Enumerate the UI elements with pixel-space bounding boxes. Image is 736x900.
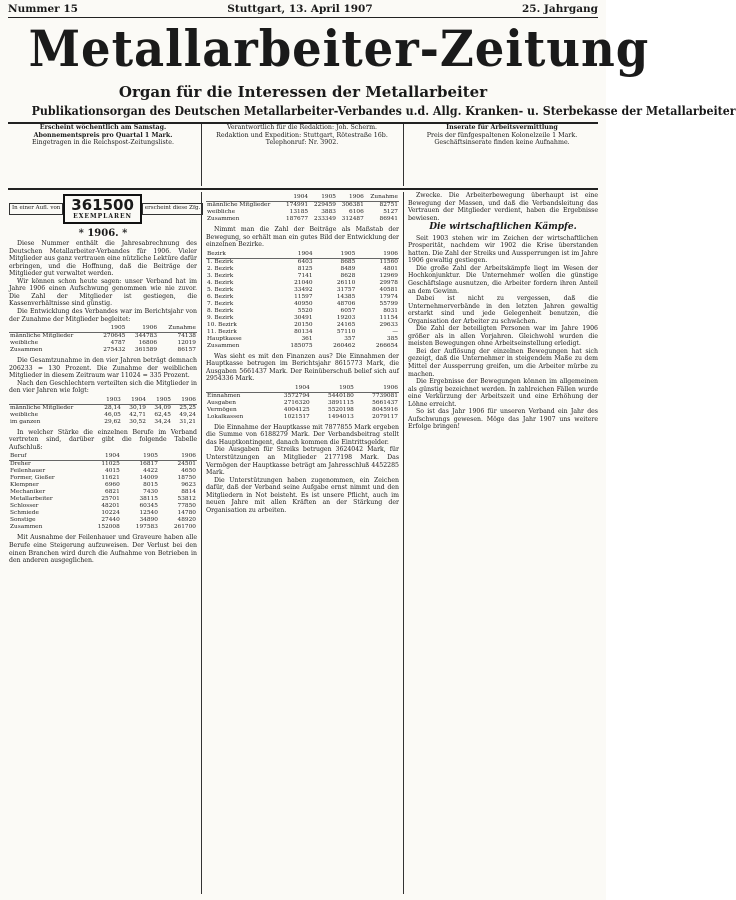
table-cell: 344783 — [134, 333, 158, 340]
article-paragraph: Bei der Auflösung der einzelnen Bewegungen hat sich gezeigt, daß die Unternehmer in steigendem Maße zu dem Mittel der Aussperrung greifen, um die Arbeiter mürbe zu machen. — [408, 347, 598, 378]
table-header: 1904 — [281, 194, 309, 202]
table-cell: 4. Bezirk — [207, 279, 234, 286]
table-cell: 4787 — [110, 340, 126, 347]
table-row — [206, 294, 399, 301]
table-cell: 14385 — [336, 293, 356, 300]
table-cell: 1494013 — [328, 413, 354, 420]
table-cell: 361 — [301, 335, 313, 342]
issue-date: Stuttgart, 13. April 1907 — [227, 3, 373, 15]
info-advertising — [406, 124, 598, 186]
table-cell: 11025 — [101, 461, 120, 468]
table-cell: 2716320 — [283, 399, 310, 406]
table-cell: 13185 — [289, 209, 309, 215]
table-cell: 11560 — [379, 258, 398, 265]
article-paragraph: Die Gesamtzunahme in den vier Jahren beträgt demnach 206233 = 130 Prozent. Die Zunahme der weiblichen Mitglieder in diesem Zeitraum war 11024 = 335 Prozent. — [9, 357, 197, 380]
info-bottom-rule — [8, 188, 598, 190]
table-cell: 27440 — [101, 517, 120, 524]
article-paragraph: Seit 1903 stehen wir im Zeichen der wirtschaftlichen Prosperität, nachdem wir 1902 die Krise überstanden hatten. Die Zahl der Streiks und Aussperrungen ist im Jahre 1906 gewaltig gestiegen. — [408, 234, 598, 265]
table-cell: 8031 — [383, 307, 398, 314]
table-row — [206, 301, 399, 308]
table-cell: 6821 — [105, 489, 120, 496]
circulation-right-text: erscheint diese Zfg. — [142, 203, 203, 215]
table-cell: 233349 — [313, 216, 336, 222]
table-header: 1906 — [126, 325, 158, 333]
table-row — [9, 468, 197, 475]
masthead-title: Metallarbeiter-Zeitung — [28, 19, 650, 78]
article-heading: Die wirtschaftlichen Kämpfe. — [429, 222, 577, 233]
table-cell: Sonstige — [10, 517, 36, 524]
table-cell: 74138 — [177, 333, 196, 340]
table-row — [9, 475, 197, 482]
table-cell: Schlosser — [10, 503, 39, 510]
table-cell: Feilenhauer — [10, 468, 46, 475]
table-cell: 28,14 — [104, 404, 121, 411]
data-table — [9, 453, 197, 531]
table-header: 1904 — [271, 251, 314, 259]
data-table — [206, 385, 399, 421]
table-cell: 1021517 — [283, 413, 310, 420]
info-divider — [201, 124, 202, 186]
table-cell: 16817 — [139, 461, 158, 468]
table-header: 1906 — [159, 453, 197, 461]
table-cell: 19203 — [336, 314, 356, 321]
article-paragraph: Die Ausgaben für Streiks betrugen 3624042 Mark, für Unterstützungen an Mitglieder 2177198 Mark. Das Vermögen der Hauptkasse beträgt am Jahresschluß 4452285 Mark. — [206, 446, 399, 477]
table-row — [9, 461, 197, 469]
table-header: Bezirk — [206, 251, 271, 259]
table-cell: 6106 — [349, 209, 364, 215]
circulation-number: 361500 — [71, 196, 134, 214]
table-cell: Klempner — [10, 482, 39, 489]
circulation-left-text: In einer Aufl. von — [9, 203, 63, 215]
table-cell: 197583 — [135, 524, 158, 531]
table-header: 1903 — [97, 397, 122, 405]
table-cell: 53812 — [177, 496, 196, 503]
info-divider — [403, 124, 404, 186]
table-cell: 80134 — [294, 328, 313, 335]
table-row — [9, 340, 197, 347]
table-cell: 2. Bezirk — [207, 265, 234, 272]
table-header: 1905 — [314, 251, 357, 259]
table-cell: 10. Bezirk — [207, 321, 237, 328]
table-cell: 14009 — [139, 475, 158, 482]
table-cell: 62,45 — [154, 411, 171, 418]
info-editorial-line: Verantwortlich für die Redaktion: Joh. Scherm. — [226, 124, 378, 131]
table-cell: 31757 — [336, 286, 356, 293]
table-cell: 46,05 — [104, 411, 121, 418]
table-row — [206, 266, 399, 273]
article-paragraph: So ist das Jahr 1906 für unseren Verband ein Jahr des Aufschwungs gewesen. Möge das Jahr 1907 uns weitere Erfolge bringen! — [408, 408, 598, 431]
table-cell: 261700 — [173, 524, 196, 531]
issue-number: Nummer 15 — [8, 3, 78, 15]
masthead-subtitle-2: Publikationsorgan des Deutschen Metallarbeiter-Verbandes u.d. Allg. Kranken- u. Sterbekasse der Metallarbeiter — [31, 104, 736, 118]
circulation-label: EXEMPLAREN — [73, 213, 133, 220]
article-paragraph: Nach den Geschlechtern verteilten sich die Mitglieder in den vier Jahren wie folgt: — [9, 379, 197, 395]
table-row — [9, 510, 197, 517]
table-cell: 4004125 — [283, 406, 310, 413]
table-cell: 86157 — [177, 347, 196, 354]
table-cell: 385 — [386, 335, 398, 342]
article-paragraph: Was sieht es mit den Finanzen aus? Die Einnahmen der Hauptkasse betrugen im Berichtsjahr 8615773 Mark, die Ausgaben 5661437 Mark. Der Reinüberschuß belief sich auf 2954336 Mark. — [206, 352, 399, 383]
table-cell: 3883 — [321, 209, 336, 215]
table-header — [9, 397, 97, 405]
table-cell: 270645 — [103, 333, 126, 340]
table-row — [9, 347, 197, 354]
table-row — [9, 482, 197, 489]
table-header: Zunahme — [365, 194, 399, 202]
article-heading: * 1906. * — [78, 227, 128, 239]
table-cell: 11597 — [294, 293, 313, 300]
table-cell: 2079117 — [372, 413, 398, 420]
table-header: Beruf — [9, 453, 83, 461]
table-cell: 11. Bezirk — [207, 328, 237, 335]
table-cell: 26110 — [336, 279, 356, 286]
table-cell: 6403 — [297, 258, 313, 265]
table-cell: 42,71 — [129, 411, 146, 418]
table-row — [206, 392, 399, 400]
table-cell: 361589 — [134, 347, 158, 354]
table-cell: 5. Bezirk — [207, 286, 234, 293]
table-header: 1906 — [355, 385, 399, 393]
column-3 — [408, 192, 598, 894]
table-cell: 3. Bezirk — [207, 272, 234, 279]
table-cell: 48920 — [177, 517, 196, 524]
table-cell: 48201 — [101, 503, 120, 510]
table-row — [9, 412, 197, 419]
table-row — [9, 404, 197, 412]
table-cell: 5440180 — [328, 392, 354, 399]
table-cell: 7430 — [143, 489, 158, 496]
table-cell: 5127 — [383, 209, 398, 215]
table-row — [9, 333, 197, 341]
info-publication-line: Eingetragen in die Reichspost-Zeitungsliste. — [32, 139, 174, 147]
table-cell: 6960 — [105, 482, 120, 489]
table-cell: 20150 — [294, 321, 313, 328]
table-cell: 29633 — [379, 321, 398, 328]
table-row — [206, 280, 399, 287]
info-publication — [8, 124, 198, 186]
table-row — [206, 400, 399, 407]
table-cell: 17974 — [379, 293, 398, 300]
table-cell: Zusammen — [10, 524, 43, 531]
table-cell: 48706 — [336, 300, 356, 307]
table-cell: Schmiede — [10, 510, 39, 517]
table-header: 1906 — [356, 251, 399, 259]
table-row — [9, 489, 197, 496]
table-cell: 5520198 — [328, 406, 354, 413]
table-cell: 8. Bezirk — [207, 307, 234, 314]
table-cell: 86941 — [379, 216, 398, 222]
table-cell: 306381 — [341, 202, 364, 208]
table-header: 1904 — [122, 397, 147, 405]
table-cell: Former, Gießer — [10, 475, 55, 482]
table-row — [9, 517, 197, 524]
table-cell: 11154 — [379, 314, 398, 321]
info-editorial-line: Redaktion und Expedition: Stuttgart, Rötestraße 16b. — [216, 131, 388, 139]
column-2 — [206, 192, 399, 894]
table-cell: 5520 — [297, 307, 313, 314]
table-row — [9, 419, 197, 426]
table-cell: 4801 — [383, 265, 398, 272]
table-header — [206, 194, 281, 202]
table-cell: 18750 — [177, 475, 196, 482]
table-cell: 8628 — [340, 272, 356, 279]
table-cell: 1. Bezirk — [207, 258, 234, 265]
table-cell: 30,52 — [129, 418, 146, 425]
table-header: 1904 — [83, 453, 121, 461]
table-cell: 25701 — [101, 496, 120, 503]
table-cell: Mechaniker — [10, 489, 46, 496]
table-cell: 34,09 — [154, 404, 171, 411]
table-row — [206, 209, 399, 216]
table-cell: 8489 — [340, 265, 356, 272]
table-row — [206, 216, 399, 223]
table-header — [206, 385, 267, 393]
table-cell: 8125 — [297, 265, 313, 272]
table-cell: männliche Mitglieder — [10, 404, 74, 411]
table-cell: 174991 — [285, 202, 309, 208]
table-cell: Einnahmen — [207, 392, 241, 399]
article-paragraph: Diese Nummer enthält die Jahresabrechnung des Deutschen Metallarbeiter-Verbandes für 1906. Vieler Mitglieder aus ganz vertrauen eine nützliche Lektüre dafür erbringen, und die Hoffnung, daß die Beiträge der Mitglieder gut verwaltet werden. — [9, 240, 197, 278]
table-cell: 7141 — [297, 272, 313, 279]
info-advertising-line: Geschäftsinserate finden keine Aufnahme. — [434, 139, 570, 147]
table-cell: 82751 — [379, 202, 398, 208]
table-cell: 77850 — [177, 503, 196, 510]
table-cell: Vermögen — [207, 406, 237, 413]
table-header: 1905 — [147, 397, 172, 405]
table-cell: weibliche — [10, 340, 39, 347]
table-header: 1905 — [311, 385, 355, 393]
issue-header — [8, 3, 598, 17]
table-cell: 7. Bezirk — [207, 300, 234, 307]
column-divider — [201, 192, 202, 894]
table-cell: 16806 — [138, 340, 158, 347]
table-cell: 14780 — [177, 510, 196, 517]
table-cell: Zusammen — [207, 342, 240, 349]
table-cell: 6057 — [340, 307, 356, 314]
article-paragraph: Zwecke. Die Arbeiterbewegung überhaupt ist eine Bewegung der Massen, und daß die Verbandsleitung das Vertrauen der Mitglieder verdient, haben die Ergebnisse bewiesen. — [408, 192, 598, 222]
info-advertising-line: Inserate für Arbeitsvermittlung — [446, 124, 558, 131]
table-cell: 12019 — [177, 340, 196, 347]
table-cell: 4015 — [105, 468, 120, 475]
table-cell: 275432 — [103, 347, 126, 354]
table-cell: 34890 — [139, 517, 158, 524]
table-row — [206, 273, 399, 280]
data-table — [206, 194, 399, 223]
table-cell: 8814 — [181, 489, 196, 496]
article-paragraph: Die Ergebnisse der Bewegungen können im allgemeinen als günstig bezeichnet werden. In zahlreichen Fällen wurde eine Verkürzung der Arbeitszeit und eine Erhöhung der Löhne erreicht. — [408, 378, 598, 408]
table-cell: 4650 — [181, 468, 196, 475]
table-row — [206, 336, 399, 343]
table-cell: 8685 — [340, 258, 356, 265]
table-header: 1906 — [172, 397, 197, 405]
issue-volume: 25. Jahrgang — [522, 3, 598, 15]
table-row — [9, 503, 197, 510]
info-editorial — [204, 124, 400, 186]
info-publication-line: Abonnementspreis pro Quartal 1 Mark. — [33, 131, 173, 139]
table-cell: 185075 — [290, 342, 313, 349]
table-row — [9, 524, 197, 531]
table-cell: männliche Mitglieder — [10, 333, 74, 340]
table-cell: 357 — [344, 335, 356, 342]
table-cell: 60345 — [139, 503, 158, 510]
table-cell: Ausgaben — [207, 399, 236, 406]
table-cell: 4422 — [143, 468, 158, 475]
table-cell: 6. Bezirk — [207, 293, 234, 300]
table-cell: im ganzen — [10, 418, 41, 425]
info-editorial-line: Telephonruf: Nr. 3902. — [265, 139, 339, 147]
table-cell: 152008 — [97, 524, 120, 531]
column-1 — [9, 192, 201, 894]
table-cell: 9. Bezirk — [207, 314, 234, 321]
table-cell: 3891115 — [328, 399, 354, 406]
table-row — [206, 322, 399, 329]
table-cell: 34,24 — [154, 418, 171, 425]
column-divider — [403, 192, 404, 894]
table-cell: 266654 — [375, 342, 398, 349]
article-paragraph: Die Einnahme der Hauptkasse mit 7877855 Mark ergeben die Summe von 6188279 Mark. Der Verbandsbeitrag stellt das Hauptkontingent, danach kommen die Eintrittsgelder. — [206, 423, 399, 446]
info-publication-line: Erscheint wöchentlich am Samstag. — [39, 124, 167, 131]
table-row — [206, 287, 399, 294]
table-cell: 33492 — [294, 286, 313, 293]
table-cell: 30,19 — [129, 404, 146, 411]
table-cell: 29,62 — [104, 418, 121, 425]
masthead-subtitle: Organ für die Interessen der Metallarbeiter — [118, 83, 488, 101]
data-table — [9, 325, 197, 354]
article-paragraph: Die Zahl der beteiligten Personen war im Jahre 1906 größer als in allen Vorjahren. Gleichwohl wurden die meisten Bewegungen ohne Arbeitseinstellung erledigt. — [408, 325, 598, 348]
table-header: 1905 — [121, 453, 159, 461]
table-row — [206, 414, 399, 421]
table-cell: 11621 — [101, 475, 120, 482]
table-cell: 30491 — [294, 314, 313, 321]
table-cell: 25,25 — [179, 404, 196, 411]
table-row — [206, 343, 399, 350]
table-cell: 29978 — [379, 279, 398, 286]
table-cell: 8045916 — [372, 406, 398, 413]
table-header: 1904 — [267, 385, 311, 393]
table-header — [9, 325, 95, 333]
table-row — [206, 407, 399, 414]
table-cell: 7739081 — [372, 392, 398, 399]
table-cell: 260462 — [333, 342, 356, 349]
table-cell: weibliche — [207, 209, 236, 215]
table-cell: Dreher — [10, 461, 31, 468]
article-paragraph: Die große Zahl der Arbeitskämpfe liegt im Wesen der Hochkonjunktur. Die Unternehmer wollen die günstige Geschäftslage ausnutzen, die Arbeiter fordern ihren Anteil an dem Gewinn. — [408, 264, 598, 295]
table-cell: 57110 — [336, 328, 356, 335]
table-cell: 24501 — [177, 461, 196, 468]
table-row — [206, 308, 399, 315]
table-cell: 31,21 — [179, 418, 196, 425]
table-cell: 3572794 — [283, 392, 310, 399]
table-header: 1905 — [95, 325, 127, 333]
table-cell: 229459 — [313, 202, 336, 208]
table-cell: 40581 — [379, 286, 398, 293]
table-cell: 9623 — [181, 482, 196, 489]
article-paragraph: Wir können schon heute sagen: unser Verband hat im Jahre 1906 einen Aufschwung genommen wie nie zuvor. Die Zahl der Mitglieder ist gestiegen, die Kassenverhältnisse sind günstig. — [9, 277, 197, 308]
table-cell: 55799 — [379, 300, 398, 307]
article-paragraph: Die Entwicklung des Verbandes war im Berichtsjahr von der Zunahme der Mitglieder begleitet: — [9, 308, 197, 323]
table-cell: Zusammen — [207, 216, 240, 222]
data-table — [206, 251, 399, 350]
article-paragraph: Die Unterstützungen haben zugenommen, ein Zeichen dafür, daß der Verband seine Aufgabe ernst nimmt und den Mitgliedern in Not beisteht. Es ist unsere Pflicht, auch im neuen Jahre mit allen Kräften an der Stärkung der Organisation zu arbeiten. — [206, 476, 399, 514]
data-table — [9, 397, 197, 426]
table-cell: 12969 — [379, 272, 398, 279]
header-rule — [8, 17, 598, 18]
article-paragraph: In welcher Stärke die einzelnen Berufe im Verband vertreten sind, darüber gibt die folgende Tabelle Aufschluß: — [9, 428, 197, 451]
table-cell: weibliche — [10, 411, 39, 418]
table-header: 1905 — [309, 194, 337, 202]
table-cell: 24165 — [336, 321, 356, 328]
article-paragraph: Nimmt man die Zahl der Beiträge als Maßstab der Bewegung, so erhält man ein gutes Bild der Entwicklung der einzelnen Bezirke. — [206, 226, 399, 249]
table-cell: Metallarbeiter — [10, 496, 53, 503]
article-paragraph: Dabei ist nicht zu vergessen, daß die Unternehmerverbände in den letzten Jahren gewaltig erstarkt sind und jede Gelegenheit benutzen, die Organisation der Arbeiter zu schwächen. — [408, 295, 598, 325]
table-row — [206, 329, 399, 336]
table-cell: 40950 — [294, 300, 313, 307]
table-row — [206, 315, 399, 322]
table-cell: 8015 — [143, 482, 158, 489]
article-paragraph: Mit Ausnahme der Feilenhauer und Graveure haben alle Berufe eine Steigerung aufzuweisen. Der Verlust bei den einen Branchen wird durch die Aufnahme von Betrieben in den anderen ausgeglichen. — [9, 534, 197, 565]
table-row — [206, 202, 399, 210]
table-header: 1906 — [337, 194, 365, 202]
circulation-box — [63, 194, 142, 224]
circulation-badge — [9, 194, 201, 224]
info-advertising-line: Preis der fünfgespaltenen Kolonelzeile 1 Mark. — [426, 131, 578, 139]
table-cell: 21040 — [294, 279, 313, 286]
table-cell: Hauptkasse — [207, 335, 242, 342]
table-header: Zunahme — [158, 325, 197, 333]
table-row — [9, 496, 197, 503]
table-cell: 38115 — [139, 496, 158, 503]
table-cell: Lokalkassen — [207, 413, 244, 420]
table-cell: männliche Mitglieder — [207, 202, 271, 208]
table-cell: 5661437 — [372, 399, 398, 406]
table-cell: — — [392, 328, 398, 335]
table-cell: 312487 — [341, 216, 364, 222]
table-cell: 187677 — [285, 216, 309, 222]
table-cell: 10224 — [101, 510, 120, 517]
table-row — [206, 258, 399, 266]
table-cell: 49,24 — [179, 411, 196, 418]
table-cell: 12540 — [139, 510, 158, 517]
table-cell: Zusammen — [10, 347, 43, 354]
